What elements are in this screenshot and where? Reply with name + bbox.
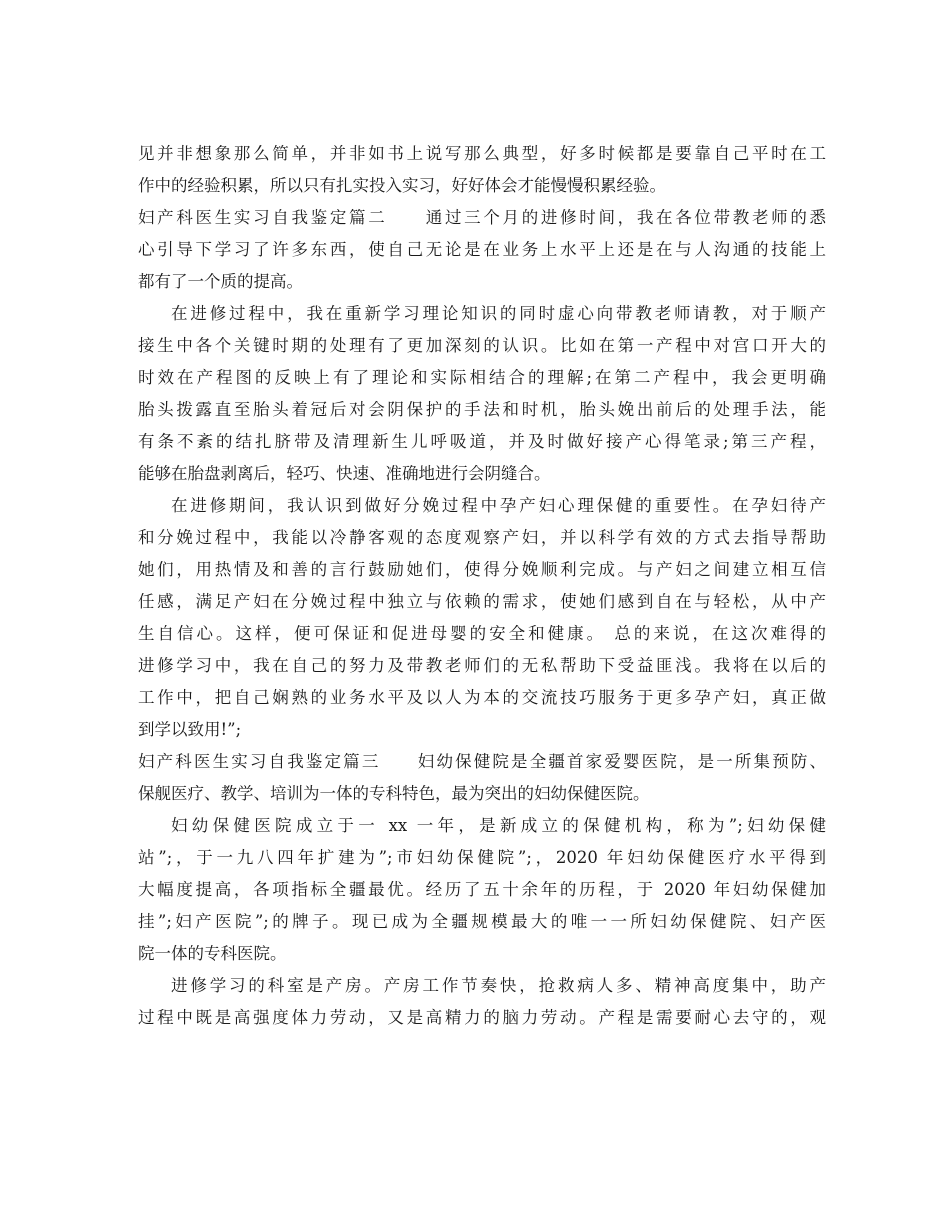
text-line: 和分娩过程中，我能以冷静客观的态度观察产妇，并以科学有效的方式去指导帮助 [138,528,826,547]
text-line: 心引导下学习了许多东西，使自己无论是在业务上水平上还是在与人沟通的技能上 [138,240,826,259]
text-line: 见并非想象那么简单，并非如书上说写那么典型，好多时候都是要靠自己平时在工 [138,144,826,163]
text-line: 有条不紊的结扎脐带及清理新生儿呼吸道，并及时做好接产心得笔录;第三产程， [138,432,826,451]
text-line: 任感，满足产妇在分娩过程中独立与依赖的需求，使她们感到自在与轻松，从中产 [138,592,826,611]
text-line: 妇幼保健医院成立于一 xx 一年，是新成立的保健机构，称为”;妇幼保健 [171,816,826,835]
text-line: 妇产科医生实习自我鉴定篇二 通过三个月的进修时间，我在各位带教老师的悉 [138,208,826,227]
text-line: 都有了一个质的提高。 [138,272,303,291]
text-line: 大幅度提高，各项指标全疆最优。经历了五十余年的历程，于 2020 年妇幼保健加 [138,880,826,899]
text-line: 过程中既是高强度体力劳动，又是高精力的脑力劳动。产程是需要耐心去守的，观 [138,1008,826,1027]
document-page [138,138,826,1034]
text-line: 妇产科医生实习自我鉴定篇三 妇幼保健院是全疆首家爱婴医院，是一所集预防、 [138,752,826,771]
text-line: 保舰医疗、教学、培训为一体的专科特色，最为突出的妇幼保健医院。 [138,784,650,803]
text-line: 她们，用热情及和善的言行鼓励她们，使得分娩顺利完成。与产妇之间建立相互信 [138,560,826,579]
text-line: 作中的经验积累，所以只有扎实投入实习，好好体会才能慢慢积累经验。 [138,176,666,195]
text-line: 生自信心。这样，便可保证和促进母婴的安全和健康。 总的来说，在这次难得的 [138,624,826,643]
text-line: 在进修期间，我认识到做好分娩过程中孕产妇心理保健的重要性。在孕妇待产 [171,496,826,515]
text-line: 进修学习中，我在自己的努力及带教老师们的无私帮助下受益匪浅。我将在以后的 [138,656,826,675]
text-line: 挂”;妇产医院”;的牌子。现已成为全疆规模最大的唯一一所妇幼保健院、妇产医 [138,912,826,931]
text-line: 到学以致用!”; [138,720,242,739]
text-line: 能够在胎盘剥离后，轻巧、快速、准确地进行会阴缝合。 [138,464,551,483]
text-line: 院一体的专科医院。 [138,944,287,963]
text-line: 在进修过程中，我在重新学习理论知识的同时虚心向带教老师请教，对于顺产 [171,304,826,323]
text-line: 时效在产程图的反映上有了理论和实际相结合的理解;在第二产程中，我会更明确 [138,368,826,387]
text-line: 接生中各个关键时期的处理有了更加深刻的认识。比如在第一产程中对宫口开大的 [138,336,826,355]
text-line: 进修学习的科室是产房。产房工作节奏快，抢救病人多、精神高度集中，助产 [171,976,826,995]
text-line: 胎头拨露直至胎头着冠后对会阴保护的手法和时机，胎头娩出前后的处理手法，能 [138,400,826,419]
text-line: 工作中，把自己娴熟的业务水平及以人为本的交流技巧服务于更多孕产妇，真正做 [138,688,826,707]
text-line: 站”;，于一九八四年扩建为”;市妇幼保健院”;，2020 年妇幼保健医疗水平得到 [138,848,826,867]
